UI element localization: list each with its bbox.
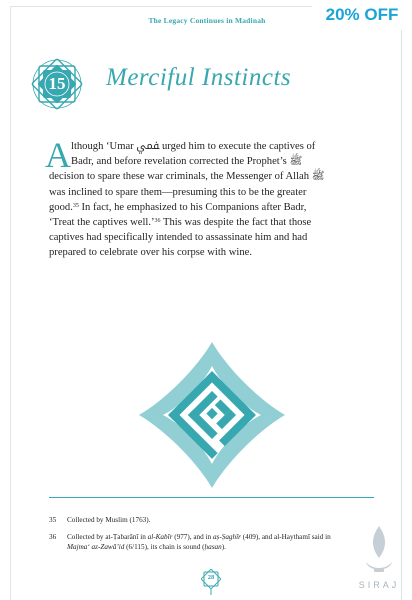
footnote-36-line-1: [67, 532, 377, 542]
body-paragraph: [49, 139, 382, 261]
body-line-3: decision to spare these war criminals, the Messenger of Allah ﷺ: [49, 171, 325, 183]
body-line-5: [49, 200, 382, 215]
fn-source-title: Majma‘ az-Zawā’id: [67, 543, 125, 551]
body-line-4: was inclined to spare them—presuming this to be the greater: [49, 186, 307, 198]
footnotes: [49, 515, 377, 559]
body-line-5b: In fact, he emphasized to his Companions after Badr,: [78, 201, 307, 213]
footnote-divider: [49, 497, 374, 498]
fn-part: (977), and in: [172, 533, 213, 541]
kufic-ornament-icon: [137, 340, 287, 490]
footnote-ref-36[interactable]: 36: [154, 218, 161, 225]
fn-part: (409), and al-Haythamī said in: [240, 533, 331, 541]
page-number-holder: [199, 569, 223, 595]
body-line-8: prepared to celebrate over his corpse with wine.: [49, 247, 252, 259]
page-number: 28: [207, 574, 215, 581]
body-line-1: lthough ‘Umar ﷁ urged him to execute the captives of: [71, 141, 316, 152]
drop-cap: A: [45, 135, 71, 175]
body-line-6b: This was despite the fact that those: [160, 217, 312, 229]
body-line-2: Badr, and before revelation corrected the Prophet’s ﷺ: [71, 156, 303, 168]
fn-part: (6/115), its chain is sound (: [124, 543, 205, 551]
footnote-text: Collected by Muslim (1763).: [67, 516, 151, 524]
footnote-number: 35: [49, 516, 57, 524]
fn-source-title: al-Kabīr: [147, 533, 173, 541]
fn-grade: ḥasan: [204, 543, 222, 551]
book-page: [10, 6, 402, 600]
body-line-6a: ‘Treat the captives well.’: [49, 217, 155, 229]
running-head: The Legacy Continues in Madinah: [148, 16, 266, 25]
fn-source-title: aṣ-Ṣaghīr: [212, 533, 241, 541]
chapter-number-wrap: [28, 55, 86, 113]
body-line-5a: good.: [49, 201, 73, 213]
siraj-watermark-text: SIRAJ: [358, 580, 400, 590]
discount-badge: 20% OFF: [312, 0, 412, 30]
fn-part: ).: [221, 543, 226, 551]
footnote-ref-35[interactable]: 35: [72, 202, 79, 209]
footnote-number: 36: [49, 533, 57, 541]
body-line-6: [49, 215, 382, 230]
chapter-number: 15: [48, 74, 66, 93]
chapter-title: Merciful Instincts: [106, 64, 292, 91]
footnote-35: [49, 515, 377, 525]
fn-part: Collected by at-Ṭabarānī in: [67, 533, 148, 541]
footnote-36: [49, 532, 377, 552]
footnote-text: [67, 532, 377, 552]
body-line-7: captives had specifically intended to assassinate him and had: [49, 232, 308, 244]
footnote-36-line-2: [67, 542, 377, 552]
